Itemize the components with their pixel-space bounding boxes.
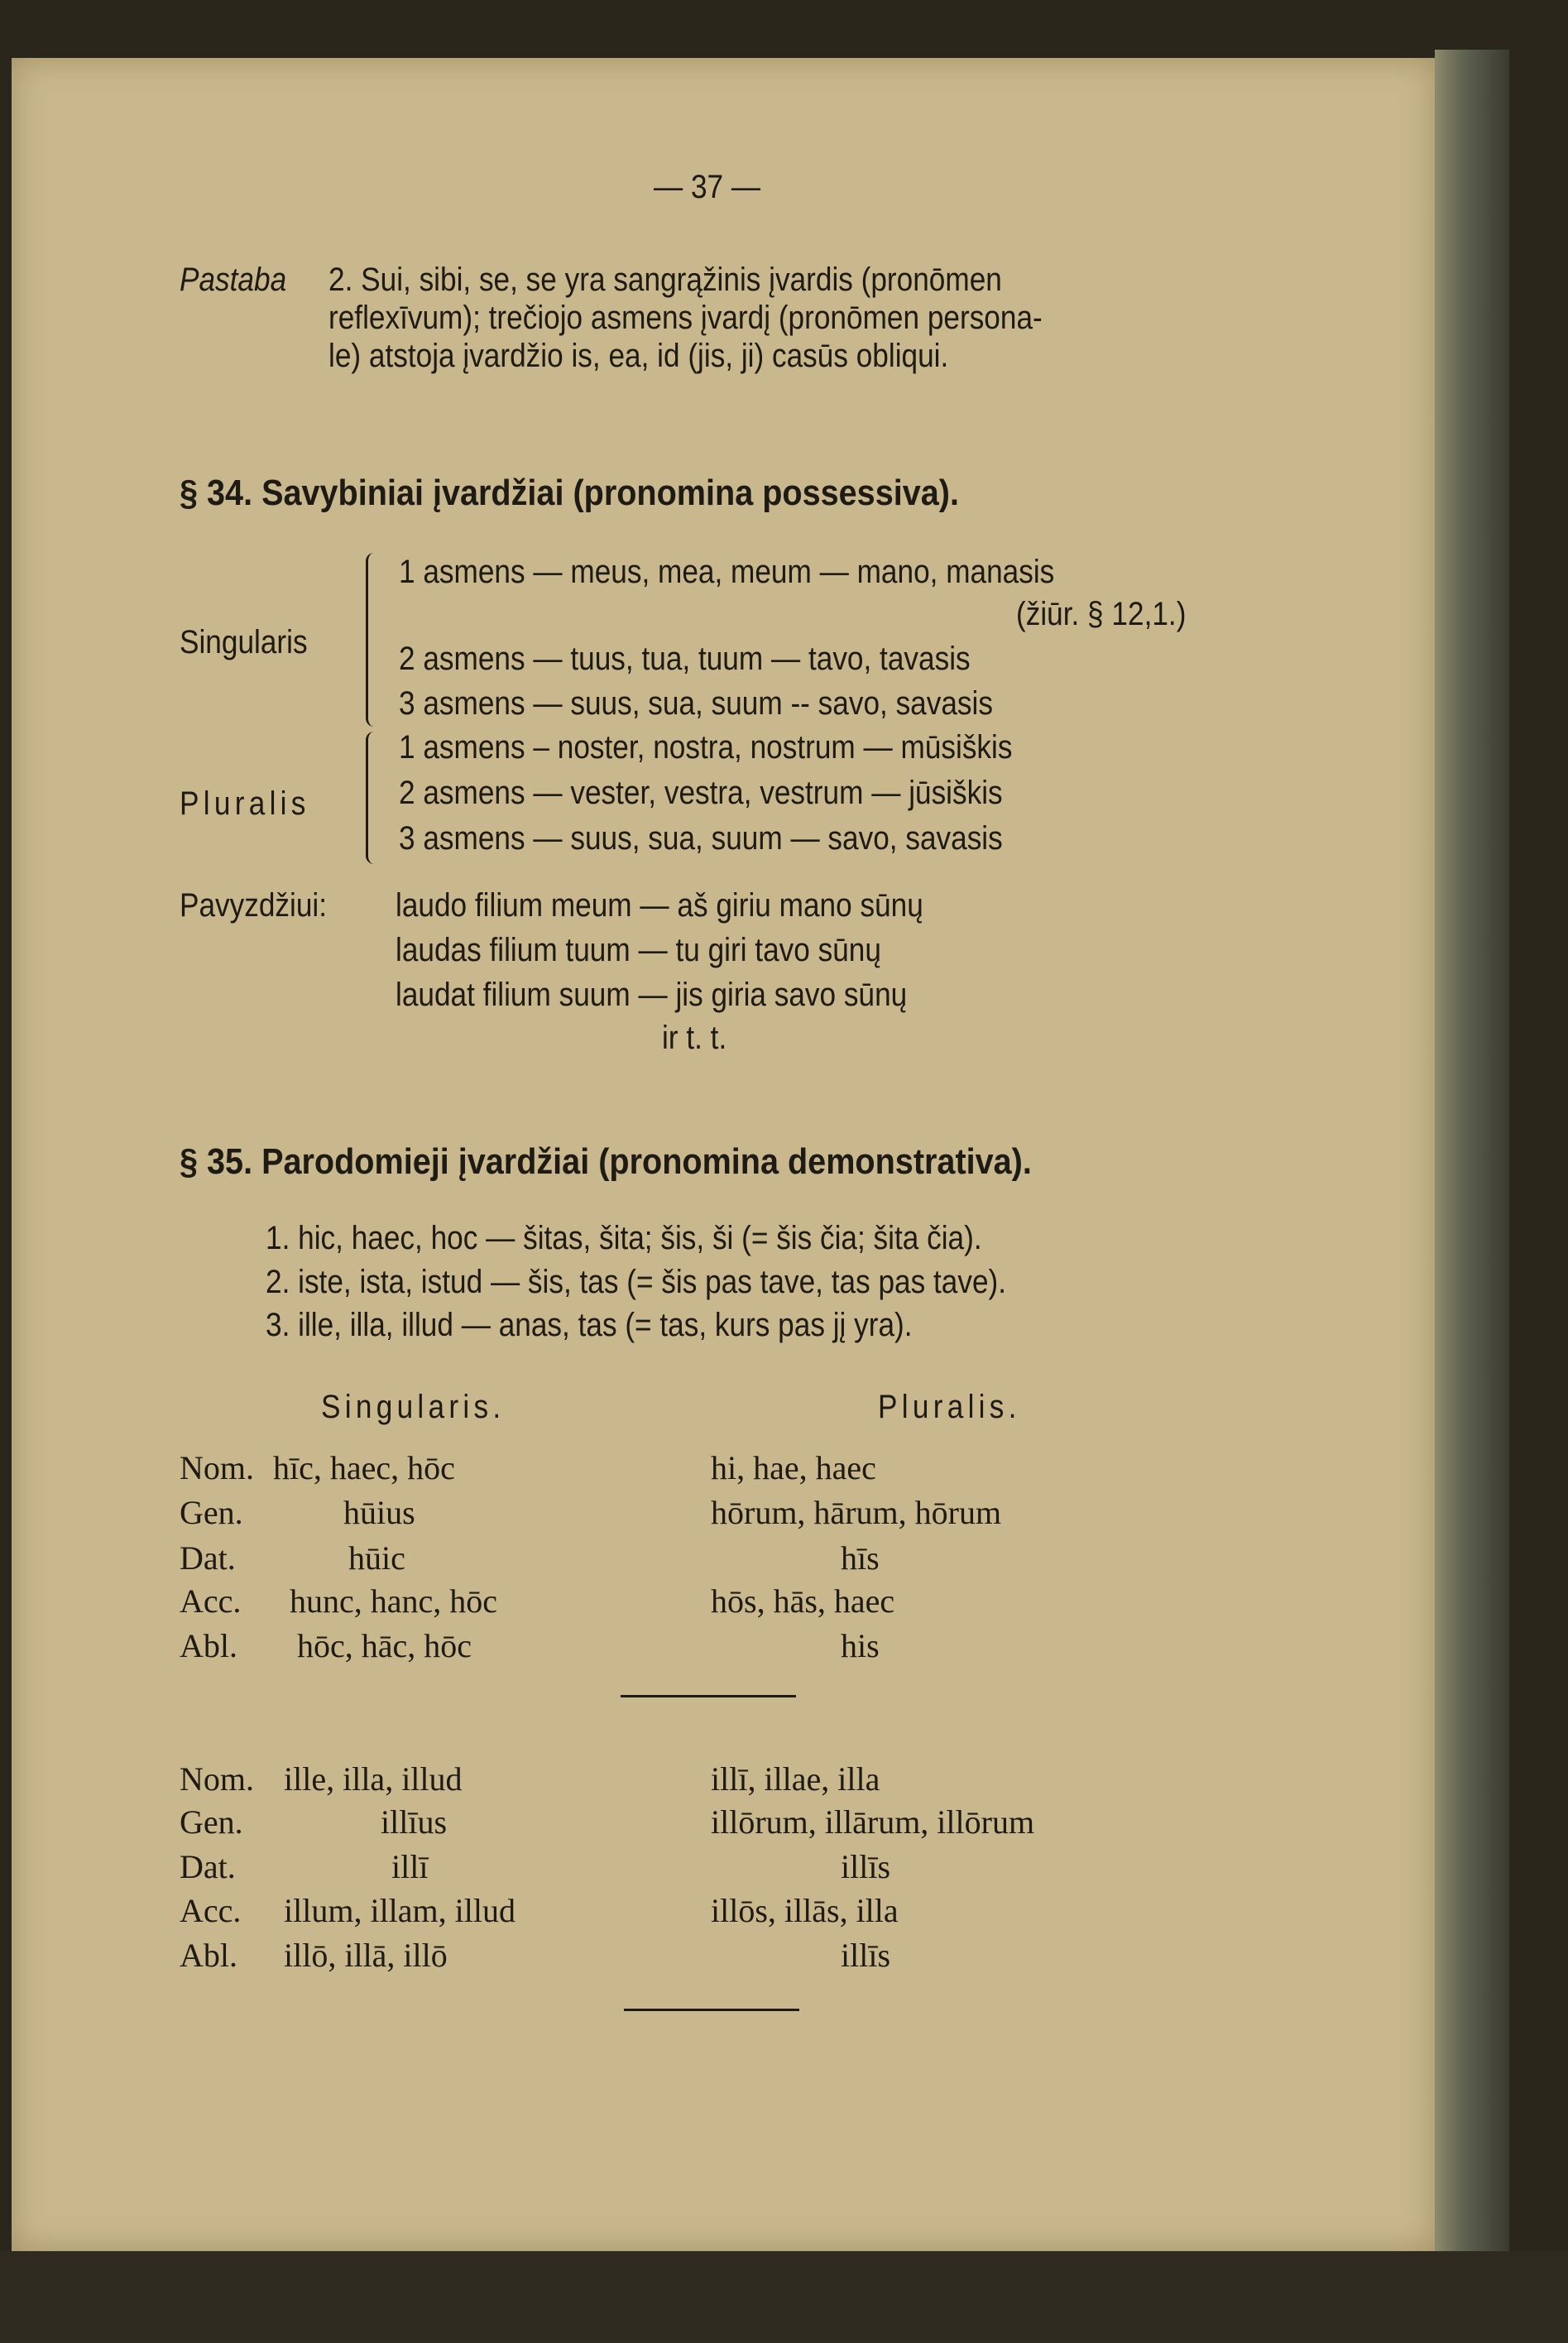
singular-form: hōc, hāc, hōc (297, 1627, 472, 1664)
case-label: Abl. (180, 1937, 237, 1974)
divider (621, 1695, 796, 1697)
brace (366, 553, 376, 727)
pluralis-header: Pluralis. (878, 1389, 1021, 1425)
singular-form: ille, illa, illud (284, 1760, 463, 1798)
possessive-ref: (žiūr. § 12,1.) (1016, 596, 1187, 632)
example-line: ir t. t. (662, 1020, 727, 1056)
section-34-heading: § 34. Savybiniai įvardžiai (pronomina possessiva). (180, 473, 959, 513)
examples-label: Pavyzdžiui: (180, 887, 328, 924)
case-label: Gen. (180, 1803, 243, 1841)
demonstrative-item: 3. ille, illa, illud — anas, tas (= tas, kurs pas jį yra). (266, 1307, 913, 1343)
example-line: laudo filium meum — aš giriu mano sūnų (396, 887, 923, 924)
plural-form: hōrum, hārum, hōrum (711, 1494, 1002, 1531)
plural-form: illōrum, illārum, illōrum (711, 1803, 1035, 1841)
possessive-row: 2 asmens — vester, vestra, vestrum — jūsiškis (399, 775, 1003, 811)
book-binding (1435, 50, 1509, 2259)
case-label: Abl. (180, 1627, 237, 1664)
singular-form: illī (391, 1848, 429, 1885)
case-label: Acc. (180, 1582, 242, 1620)
case-label: Nom. (180, 1760, 254, 1798)
note-line: 2. Sui, sibi, se, se yra sangrąžinis įvardis (pronōmen (328, 262, 1002, 298)
plural-form: illīs (841, 1848, 891, 1885)
possessive-row: 3 asmens — suus, sua, suum — savo, savasis (399, 820, 1003, 857)
singular-form: hūic (348, 1539, 405, 1577)
singularis-label: Singularis (180, 624, 308, 660)
scan-background (0, 2251, 1568, 2343)
singular-form: hūius (343, 1494, 415, 1531)
note-line: reflexīvum); trečiojo asmens įvardį (pronōmen persona- (328, 300, 1043, 336)
plural-form: hōs, hās, haec (711, 1582, 895, 1620)
pluralis-label: Pluralis (180, 785, 310, 822)
possessive-row: 3 asmens — suus, sua, suum -- savo, savasis (399, 685, 993, 722)
singular-form: hunc, hanc, hōc (290, 1582, 498, 1620)
plural-form: illōs, illās, illa (711, 1892, 899, 1929)
possessive-row: 1 asmens – noster, nostra, nostrum — mūsiškis (399, 729, 1013, 766)
singular-form: illum, illam, illud (284, 1892, 515, 1929)
possessive-row: 2 asmens — tuus, tua, tuum — tavo, tavasis (399, 641, 971, 677)
case-label: Gen. (180, 1494, 243, 1531)
plural-form: illīs (841, 1937, 891, 1974)
singular-form: illīus (381, 1803, 448, 1841)
note-line: le) atstoja įvardžio is, ea, id (jis, ji) casūs obliqui. (328, 338, 949, 374)
singularis-header: Singularis. (321, 1389, 506, 1425)
brace (366, 732, 376, 864)
singular-form: illō, illā, illō (284, 1937, 448, 1974)
example-line: laudat filium suum — jis giria savo sūnų (396, 977, 908, 1013)
case-label: Dat. (180, 1848, 236, 1885)
case-label: Acc. (180, 1892, 242, 1929)
plural-form: hīs (841, 1539, 880, 1577)
plural-form: hi, hae, haec (711, 1449, 876, 1486)
divider (624, 2009, 799, 2011)
note-label: Pastaba (180, 262, 287, 298)
case-label: Nom. (180, 1449, 254, 1486)
plural-form: illī, illae, illa (711, 1760, 880, 1798)
demonstrative-item: 1. hic, haec, hoc — šitas, šita; šis, ši (= šis čia; šita čia). (266, 1220, 982, 1256)
possessive-row: 1 asmens — meus, mea, meum — mano, manasis (399, 554, 1055, 590)
plural-form: his (841, 1627, 880, 1664)
section-35-heading: § 35. Parodomieji įvardžiai (pronomina demonstrativa). (180, 1141, 1032, 1182)
singular-form: hīc, haec, hōc (273, 1449, 455, 1486)
demonstrative-item: 2. iste, ista, istud — šis, tas (= šis pas tave, tas pas tave). (266, 1264, 1007, 1300)
page-number: — 37 — (654, 169, 761, 205)
case-label: Dat. (180, 1539, 236, 1577)
example-line: laudas filium tuum — tu giri tavo sūnų (396, 932, 881, 968)
